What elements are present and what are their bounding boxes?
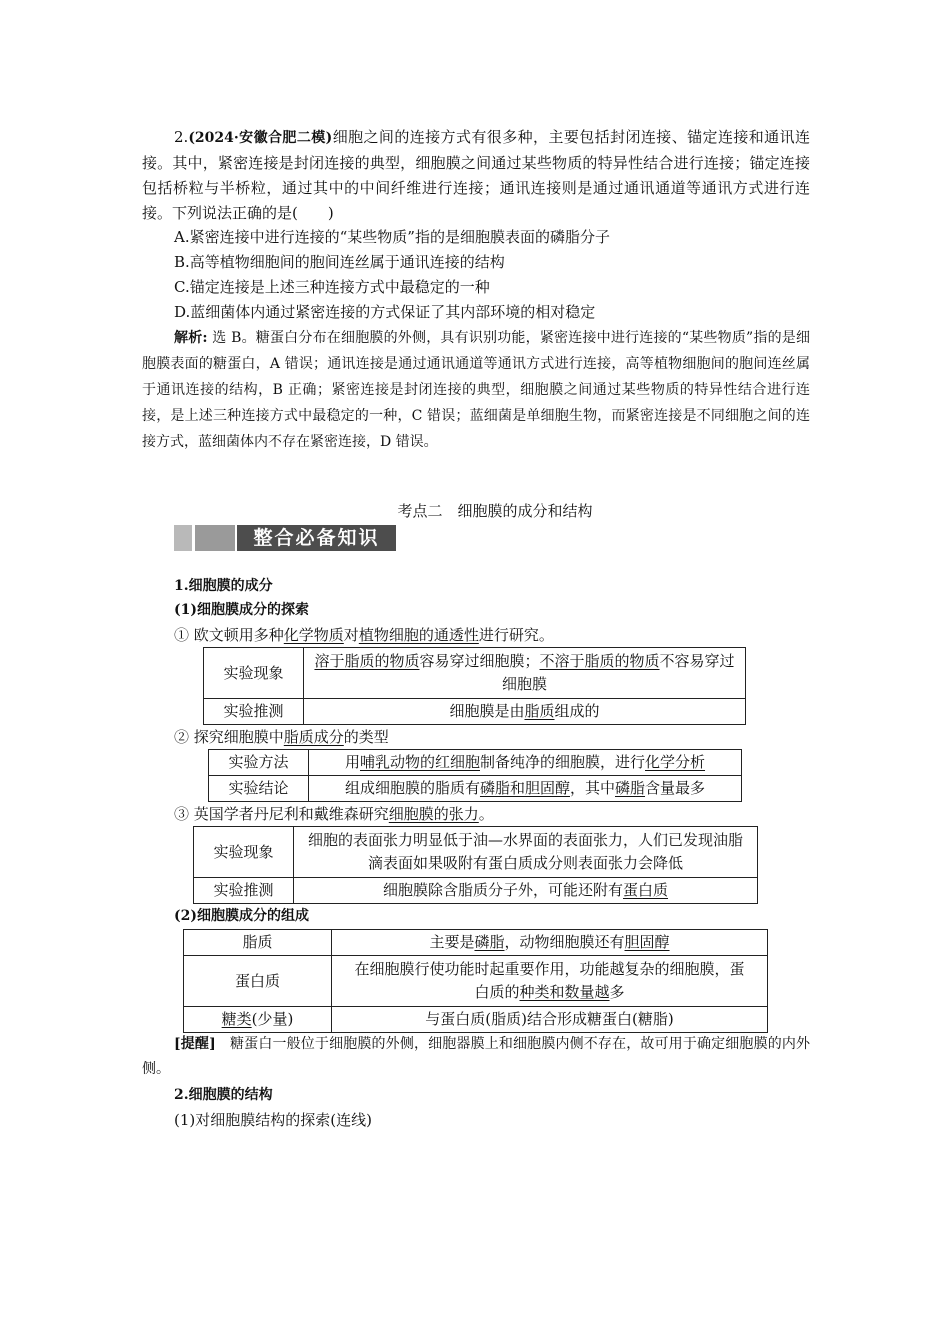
- blank-answer: 细胞膜的张力: [388, 805, 479, 823]
- text: 不容易穿过细胞膜: [501, 652, 735, 693]
- banner-title: 整合必备知识: [253, 527, 380, 549]
- option-d: D.蓝细菌体内通过紧密连接的方式保证了其内部环境的相对稳定: [174, 303, 596, 321]
- text: ② 探究细胞膜中: [174, 728, 284, 746]
- blank-answer: 蛋白质: [623, 881, 669, 899]
- text: 。: [478, 805, 494, 823]
- table-row: [184, 956, 768, 1007]
- table-cell-label: 实验推测: [194, 878, 294, 904]
- blank-answer: 哺乳动物的红细胞: [359, 753, 480, 771]
- table-row: [184, 930, 768, 956]
- table-membrane-tension: [193, 826, 758, 904]
- table-cell: 与蛋白质(脂质)结合形成糖蛋白(糖脂): [332, 1007, 768, 1033]
- blank-answer: 脂质: [524, 702, 555, 720]
- table-cell: [309, 750, 742, 776]
- text: 在细胞膜行使功能时起重要作用，功能越复杂的细胞膜，蛋白质的: [354, 960, 745, 1001]
- heading-membrane-composition: 1.细胞膜的成分: [174, 578, 273, 594]
- table-cell-label: 实验现象: [204, 648, 304, 699]
- text: ，其中: [569, 779, 615, 797]
- table-cell-label: 脂质: [184, 930, 332, 956]
- table-cell: [332, 956, 768, 1007]
- table-cell: 细胞的表面张力明显低于油—水界面的表面张力，人们已发现油脂滴表面如果吸附有蛋白质成分则表面张力会降低: [294, 827, 758, 878]
- analysis-text: 选 B。糖蛋白分布在细胞膜的外侧，具有识别功能，紧密连接中进行连接的“某些物质”指的是细胞膜表面的糖蛋白，A 错误；通讯连接是通过通讯通道等通讯方式进行连接，高等植物细胞间的胞间连丝属于通讯连接的结构，B 正确；紧密连接是封闭连接的典型，细胞膜之间通过某些物质的特异性结合进行连接，是上述三种连接方式中最稳定的一种，C 错误；蓝细菌是单细胞生物，而紧密连接是不同细胞之间的连接方式，蓝细菌体内不存在紧密连接，D 错误。: [142, 330, 810, 450]
- tip-text: 糖蛋白一般位于细胞膜的外侧，细胞器膜上和细胞膜内侧不存在，故可用于确定细胞膜的内外侧。: [142, 1036, 811, 1077]
- analysis-label: 解析:: [174, 330, 208, 346]
- blank-answer: 种类和数量: [519, 983, 595, 1001]
- text: 主要是: [429, 933, 475, 951]
- text: 组成细胞膜的脂质有: [344, 779, 480, 797]
- section-title: 考点二 细胞膜的成分和结构: [397, 502, 593, 520]
- text: ，动物细胞膜还有: [504, 933, 625, 951]
- table-overton: [203, 647, 746, 725]
- table-cell-label: 实验现象: [194, 827, 294, 878]
- table-cell: [309, 776, 742, 802]
- option-b: B.高等植物细胞间的胞间连丝属于通讯连接的结构: [174, 253, 505, 271]
- item-danielli-davson: [174, 803, 494, 825]
- text: 进行研究。: [478, 626, 554, 644]
- item-overton: [174, 624, 554, 646]
- analysis: [142, 325, 810, 455]
- table-cell: [294, 878, 758, 904]
- table-cell-label: 蛋白质: [184, 956, 332, 1007]
- question-source: (2024·安徽合肥二模): [188, 130, 333, 146]
- text: 制备纯净的细胞膜，进行: [480, 753, 646, 771]
- table-cell-label: 实验推测: [204, 699, 304, 725]
- text: ③ 英国学者丹尼利和戴维森研究: [174, 805, 389, 823]
- text: ① 欧文顿用多种: [174, 626, 284, 644]
- blank-answer: 溶于脂质的物质: [314, 652, 420, 670]
- blank-answer: 磷脂: [615, 779, 646, 797]
- section-banner: [174, 525, 396, 551]
- blank-answer: 不溶于脂质的物质: [539, 652, 660, 670]
- blank-answer: 磷脂和胆固醇: [479, 779, 570, 797]
- text: 的类型: [343, 728, 389, 746]
- text: 含量最多: [645, 779, 706, 797]
- table-row: [184, 1007, 768, 1033]
- option-c: C.锚定连接是上述三种连接方式中最稳定的一种: [174, 278, 490, 296]
- blank-answer: 越: [594, 983, 610, 1001]
- heading-membrane-structure: 2.细胞膜的结构: [174, 1087, 273, 1103]
- question-number: 2.: [174, 128, 189, 146]
- subheading-composition: (2)细胞膜成分的组成: [174, 908, 309, 924]
- table-cell: [304, 699, 746, 725]
- table-cell: [332, 930, 768, 956]
- tip-label: [提醒]: [174, 1036, 216, 1052]
- text: 组成的: [554, 702, 600, 720]
- table-row: [194, 878, 758, 904]
- question-stem-text: 细胞之间的连接方式有很多种，主要包括封闭连接、锚定连接和通讯连接。其中，紧密连接是封闭连接的典型，细胞膜之间通过某些物质的特异性结合进行连接；锚定连接包括桥粒与半桥粒，通过其中的中间纤维进行连接；通讯连接则是通过通讯通道等通讯方式进行连接。下列说法正确的是( ): [142, 128, 810, 222]
- table-cell-label: 实验方法: [209, 750, 309, 776]
- text: 对: [343, 626, 359, 644]
- question-stem: [142, 125, 810, 226]
- table-cell: [304, 648, 746, 699]
- table-cell-label: 实验结论: [209, 776, 309, 802]
- table-row: [194, 827, 758, 878]
- table-lipid-types: [208, 749, 742, 802]
- blank-answer: 糖类: [221, 1010, 252, 1028]
- text: 多: [609, 983, 625, 1001]
- item-lipid-types: [174, 726, 389, 748]
- table-cell-label: [184, 1007, 332, 1033]
- banner-decor-block: [195, 525, 235, 551]
- blank-answer: 胆固醇: [624, 933, 670, 951]
- table-row: [209, 750, 742, 776]
- subheading-structure-exploration: (1)对细胞膜结构的探索(连线): [174, 1111, 372, 1129]
- subheading-exploration: (1)细胞膜成分的探索: [174, 602, 309, 618]
- option-a: A.紧密连接中进行连接的“某些物质”指的是细胞膜表面的磷脂分子: [174, 228, 610, 246]
- text: (少量): [251, 1010, 294, 1028]
- table-row: [204, 648, 746, 699]
- table-row: [204, 699, 746, 725]
- blank-answer: 脂质成分: [283, 728, 344, 746]
- blank-answer: 化学物质: [283, 626, 344, 644]
- banner-decor-block: [174, 525, 192, 551]
- text: 细胞膜是由: [449, 702, 525, 720]
- table-composition: [183, 929, 768, 1033]
- blank-answer: 磷脂: [474, 933, 505, 951]
- table-row: [209, 776, 742, 802]
- text: 容易穿过细胞膜；: [419, 652, 540, 670]
- blank-answer: 化学分析: [645, 753, 706, 771]
- tip-note: [142, 1032, 810, 1082]
- text: 用: [344, 753, 360, 771]
- text: 细胞膜除含脂质分子外，可能还附有: [382, 881, 623, 899]
- blank-answer: 植物细胞的通透性: [358, 626, 479, 644]
